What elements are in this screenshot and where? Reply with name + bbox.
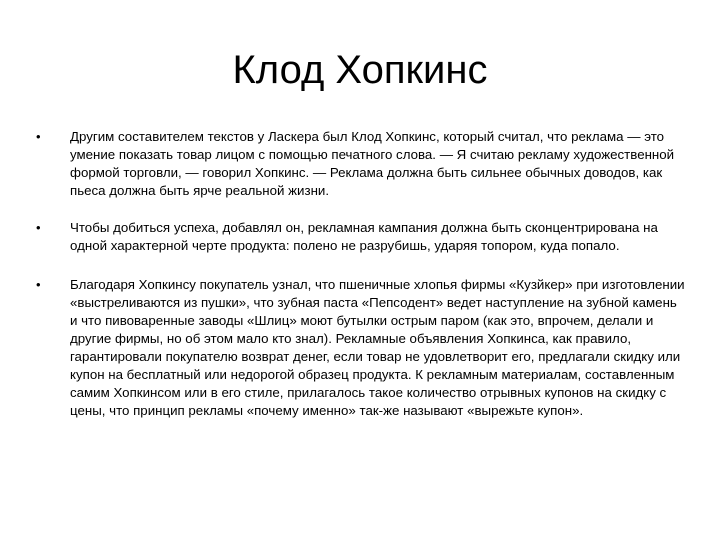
- bullet-marker-icon: •: [36, 129, 41, 144]
- bullet-item: [36, 219, 686, 255]
- bullet-item: [36, 276, 686, 421]
- bullet-text: Благодаря Хопкинсу покупатель узнал, что пшеничные хлопья фирмы «Кузйкер» при изготовлении «выстреливаются из пушки», что зубная паста «Пепсодент» ведет наступление на зубной камень и что пивоваренные заводы «Шлиц» моют бутылки острым паром (как это, впрочем, делали и другие фирмы, но об этом мало кто знал). Рекламные объявления Хопкинса, как правило, гарантировали покупателю возврат денег, если товар не удовлетворит его, предлагали скидку или купон на бесплатный или недорогой образец продукта. К рекламным материалам, составленным самим Хопкинсом или в его стиле, прилагалось такое количество отрывных купонов на скидку с цены, что принцип рекламы «почему именно» так-же называют «вырежьте купон».: [70, 276, 685, 419]
- slide-title: Клод Хопкинс: [232, 48, 488, 92]
- bullet-list: [36, 128, 686, 440]
- bullet-marker-icon: •: [36, 276, 41, 292]
- bullet-text: Другим составителем текстов у Ласкера был Клод Хопкинс, который считал, что реклама — это умение показать товар лицом с помощью печатного слова. — Я считаю рекламу художественной формой торговли, — говорил Хопкинс. — Реклама должна быть сильнее обычных доводов, как пьеса должна быть ярче реальной жизни.: [70, 129, 675, 199]
- bullet-item: [36, 128, 686, 200]
- bullet-text: Чтобы добиться успеха, добавлял он, рекламная кампания должна быть сконцентрирована на одной характерной черте продукта: полено не разрубишь, ударяя топором, куда попало.: [70, 220, 658, 254]
- bullet-marker-icon: •: [36, 220, 41, 236]
